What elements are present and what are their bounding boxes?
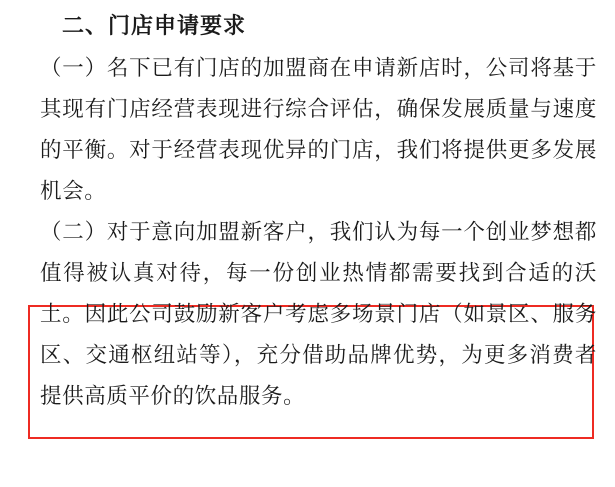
paragraph-1: （一）名下已有门店的加盟商在申请新店时，公司将基于其现有门店经营表现进行综合评估，确保发展质量与速度的平衡。对于经营表现优异的门店，我们将提供更多发展机会。 xyxy=(40,56,597,203)
paragraph-2: （二）对于意向加盟新客户，我们认为每一个创业梦想都值得被认真对待，每一份创业热情都需要找到合适的沃土。因此公司鼓励新客户考虑多场景门店（如景区、服务区、交通枢纽站等），充分借助品牌优势，为更多消费者提供高质平价的饮品服务。 xyxy=(40,220,597,408)
page-title: 二、门店申请要求 xyxy=(62,13,247,38)
document-body xyxy=(40,48,597,417)
